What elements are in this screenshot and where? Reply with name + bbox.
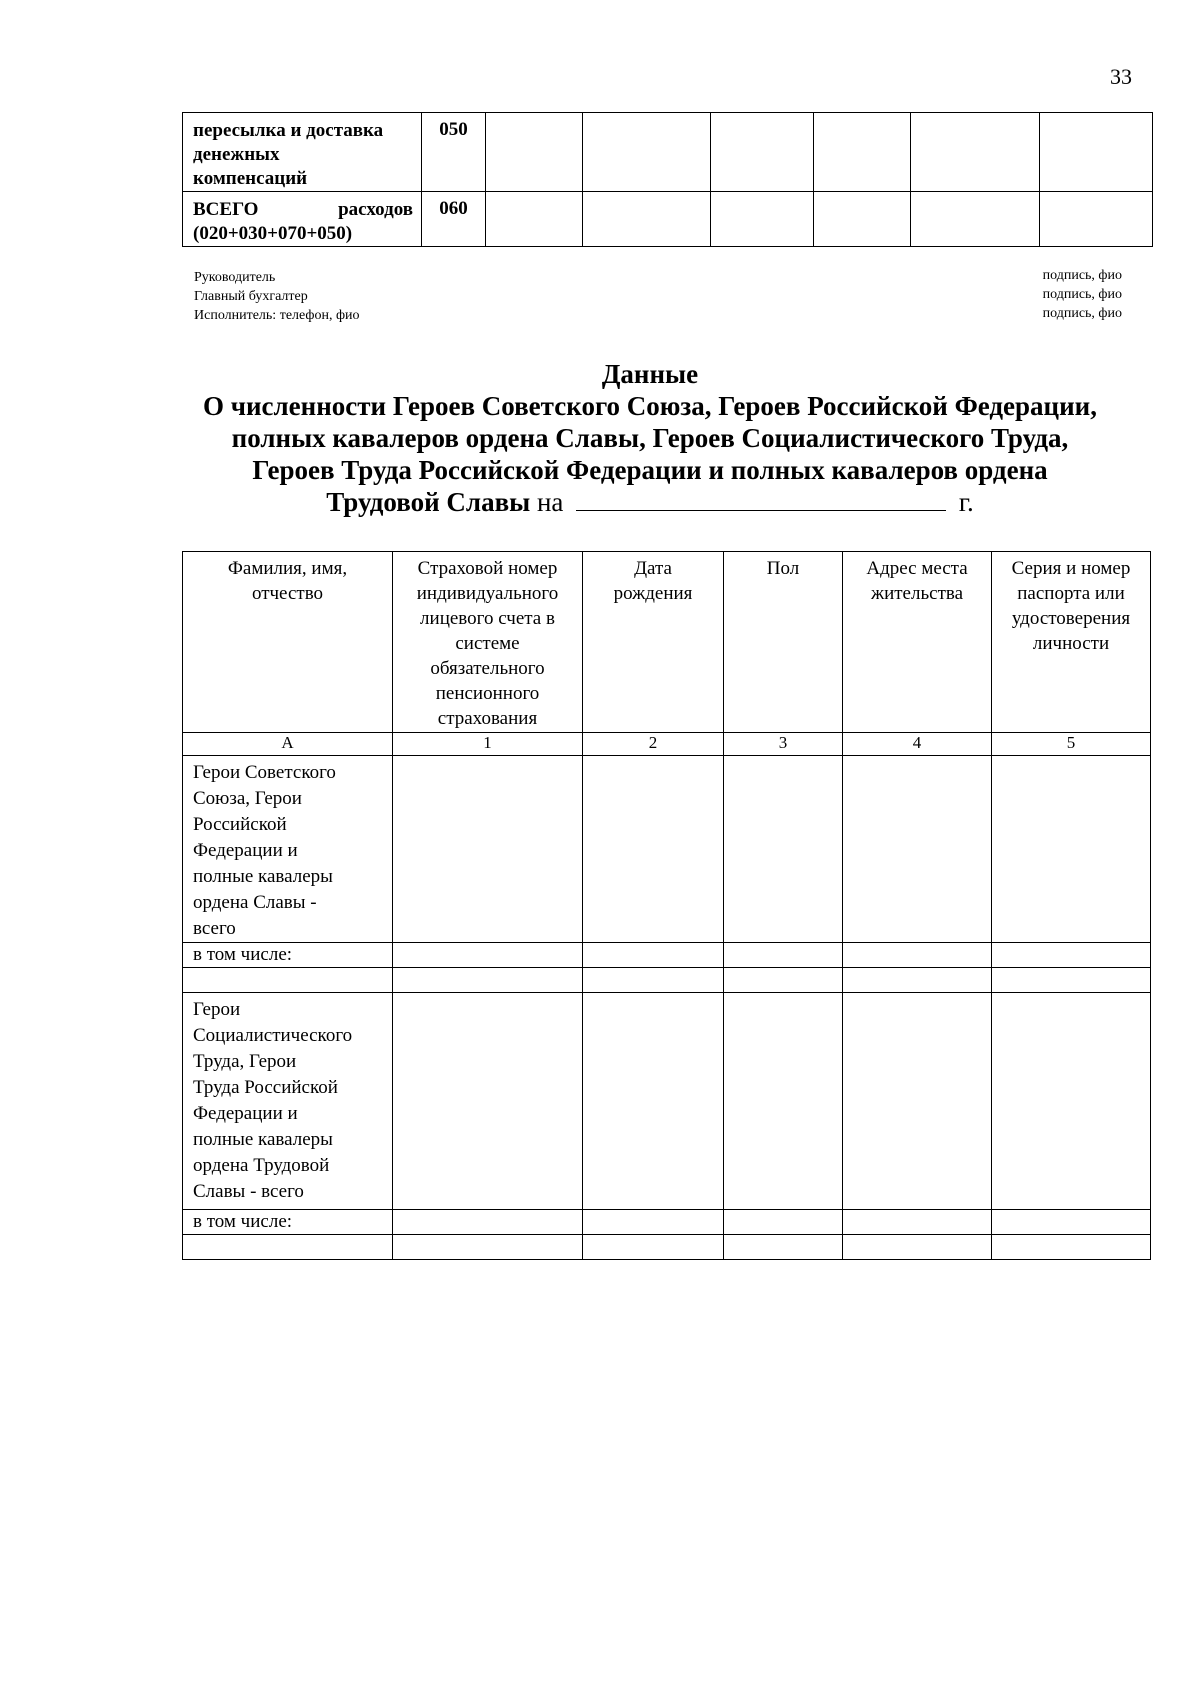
empty-cell xyxy=(911,192,1040,247)
date-blank-field[interactable] xyxy=(576,486,946,511)
header-text: паспорта или xyxy=(1017,583,1125,604)
category-text: полные кавалеры xyxy=(193,866,333,887)
header-text: жительства xyxy=(870,583,964,604)
empty-cell[interactable] xyxy=(183,968,393,993)
empty-cell xyxy=(814,192,911,247)
heroes-table xyxy=(182,551,1151,1260)
signature-role: Главный бухгалтер xyxy=(194,289,308,304)
column-number: 5 xyxy=(992,733,1151,756)
category-labor-heroes xyxy=(183,993,393,1210)
title-line: полных кавалеров ордена Славы, Героев Социалистического Труда, xyxy=(231,423,1069,453)
column-number: А xyxy=(183,733,393,756)
empty-cell[interactable] xyxy=(583,968,724,993)
empty-cell xyxy=(1040,113,1153,192)
title-year-suffix: г. xyxy=(958,487,974,517)
empty-cell[interactable] xyxy=(843,1235,992,1260)
row-code: 050 xyxy=(439,119,468,140)
empty-cell[interactable] xyxy=(992,993,1151,1210)
empty-cell[interactable] xyxy=(843,993,992,1210)
empty-cell[interactable] xyxy=(583,943,724,968)
empty-cell xyxy=(583,113,711,192)
column-number-row xyxy=(183,733,1151,756)
header-text: страхования xyxy=(437,708,538,729)
header-row xyxy=(183,552,1151,733)
empty-cell[interactable] xyxy=(724,1210,843,1235)
signature-fields xyxy=(1043,266,1122,323)
header-text: Адрес места xyxy=(866,558,968,579)
expense-label-line: денежных xyxy=(193,144,280,165)
category-text: Федерации и xyxy=(193,840,298,861)
header-text: пенсионного xyxy=(435,683,540,704)
document-title xyxy=(150,358,1150,518)
row-code-cell xyxy=(422,192,486,247)
header-text: Дата xyxy=(634,558,672,579)
total-label-word: расходов xyxy=(338,199,413,220)
header-text: обязательного xyxy=(430,658,545,679)
empty-cell[interactable] xyxy=(724,968,843,993)
header-address xyxy=(843,552,992,733)
header-birth-date xyxy=(583,552,724,733)
table-row xyxy=(183,756,1151,943)
expenses-table xyxy=(182,112,1153,247)
header-text: лицевого счета в xyxy=(420,608,555,629)
including-label: в том числе: xyxy=(183,1210,393,1235)
category-text: Российской xyxy=(193,814,287,835)
header-full-name xyxy=(183,552,393,733)
category-text: ордена Славы - xyxy=(193,892,317,913)
header-text: отчество xyxy=(251,583,324,604)
empty-cell[interactable] xyxy=(724,1235,843,1260)
total-formula: (020+030+070+050) xyxy=(193,223,353,244)
table-row xyxy=(183,1210,1151,1235)
table-row xyxy=(183,192,1153,247)
empty-cell xyxy=(814,113,911,192)
empty-cell[interactable] xyxy=(992,1210,1151,1235)
table-row xyxy=(183,1235,1151,1260)
header-text: системе xyxy=(455,633,520,654)
header-text: личности xyxy=(1032,633,1110,654)
title-line: Героев Труда Российской Федерации и полных кавалеров ордена xyxy=(252,455,1048,485)
empty-cell[interactable] xyxy=(393,993,583,1210)
empty-cell[interactable] xyxy=(843,968,992,993)
signature-role: Исполнитель: телефон, фио xyxy=(194,308,360,323)
title-na: на xyxy=(536,487,564,517)
expense-label-line: пересылка и доставка xyxy=(193,120,384,141)
expense-label-line: компенсаций xyxy=(193,168,308,189)
row-code: 060 xyxy=(439,198,468,219)
page-number: 33 xyxy=(1110,64,1132,89)
category-soviet-heroes xyxy=(183,756,393,943)
total-label-cell xyxy=(183,192,422,247)
empty-cell xyxy=(711,192,814,247)
empty-cell[interactable] xyxy=(393,756,583,943)
header-sex xyxy=(724,552,843,733)
empty-cell[interactable] xyxy=(724,756,843,943)
header-text: рождения xyxy=(613,583,693,604)
including-label: в том числе: xyxy=(183,943,393,968)
signature-role: Руководитель xyxy=(194,270,276,285)
empty-cell[interactable] xyxy=(843,756,992,943)
table-row xyxy=(183,968,1151,993)
empty-cell[interactable] xyxy=(724,993,843,1210)
category-text: Союза, Герои xyxy=(193,788,302,809)
category-text: Федерации и xyxy=(193,1103,298,1124)
title-line: О численности Героев Советского Союза, Героев Российской Федерации, xyxy=(203,391,1097,421)
empty-cell[interactable] xyxy=(992,756,1151,943)
empty-cell[interactable] xyxy=(583,993,724,1210)
signature-field: подпись, фио xyxy=(1042,287,1122,302)
header-text: Пол xyxy=(766,558,800,579)
header-text: Фамилия, имя, xyxy=(227,558,348,579)
header-text: индивидуального xyxy=(416,583,559,604)
header-text: удостоверения xyxy=(1011,608,1131,629)
signature-field: подпись, фио xyxy=(1042,268,1122,283)
column-number: 4 xyxy=(843,733,992,756)
header-insurance-number xyxy=(393,552,583,733)
category-text: Социалистического xyxy=(193,1025,353,1046)
category-text: Труда Российской xyxy=(193,1077,338,1098)
empty-cell xyxy=(486,192,583,247)
signature-roles xyxy=(194,268,360,325)
empty-cell[interactable] xyxy=(393,1210,583,1235)
header-text: Серия и номер xyxy=(1011,558,1131,579)
empty-cell xyxy=(486,113,583,192)
column-number: 2 xyxy=(583,733,724,756)
total-label: ВСЕГО xyxy=(193,199,259,220)
signature-field: подпись, фио xyxy=(1042,306,1122,321)
empty-cell[interactable] xyxy=(992,968,1151,993)
empty-cell xyxy=(1040,192,1153,247)
category-text: Славы - всего xyxy=(193,1181,304,1202)
empty-cell[interactable] xyxy=(724,943,843,968)
column-number: 1 xyxy=(393,733,583,756)
empty-cell[interactable] xyxy=(583,1235,724,1260)
empty-cell[interactable] xyxy=(393,1235,583,1260)
empty-cell[interactable] xyxy=(843,1210,992,1235)
title-line-bold: Трудовой Славы xyxy=(326,487,531,517)
category-text: ордена Трудовой xyxy=(193,1155,330,1176)
title-line: Данные xyxy=(601,359,699,389)
expense-label-cell xyxy=(183,113,422,192)
empty-cell[interactable] xyxy=(992,943,1151,968)
empty-cell xyxy=(711,113,814,192)
empty-cell[interactable] xyxy=(843,943,992,968)
empty-cell xyxy=(911,113,1040,192)
table-row xyxy=(183,993,1151,1210)
category-text: полные кавалеры xyxy=(193,1129,333,1150)
category-text: всего xyxy=(193,918,236,939)
header-text: Страховой номер xyxy=(417,558,558,579)
empty-cell[interactable] xyxy=(183,1235,393,1260)
empty-cell[interactable] xyxy=(583,1210,724,1235)
title-line-date xyxy=(150,486,1150,518)
row-code-cell xyxy=(422,113,486,192)
table-row xyxy=(183,943,1151,968)
header-passport xyxy=(992,552,1151,733)
empty-cell[interactable] xyxy=(992,1235,1151,1260)
category-text: Герои Советского xyxy=(193,762,336,783)
category-text: Герои xyxy=(193,999,241,1020)
empty-cell[interactable] xyxy=(393,968,583,993)
empty-cell xyxy=(583,192,711,247)
column-number: 3 xyxy=(724,733,843,756)
empty-cell[interactable] xyxy=(393,943,583,968)
table-row xyxy=(183,113,1153,192)
category-text: Труда, Герои xyxy=(193,1051,297,1072)
empty-cell[interactable] xyxy=(583,756,724,943)
